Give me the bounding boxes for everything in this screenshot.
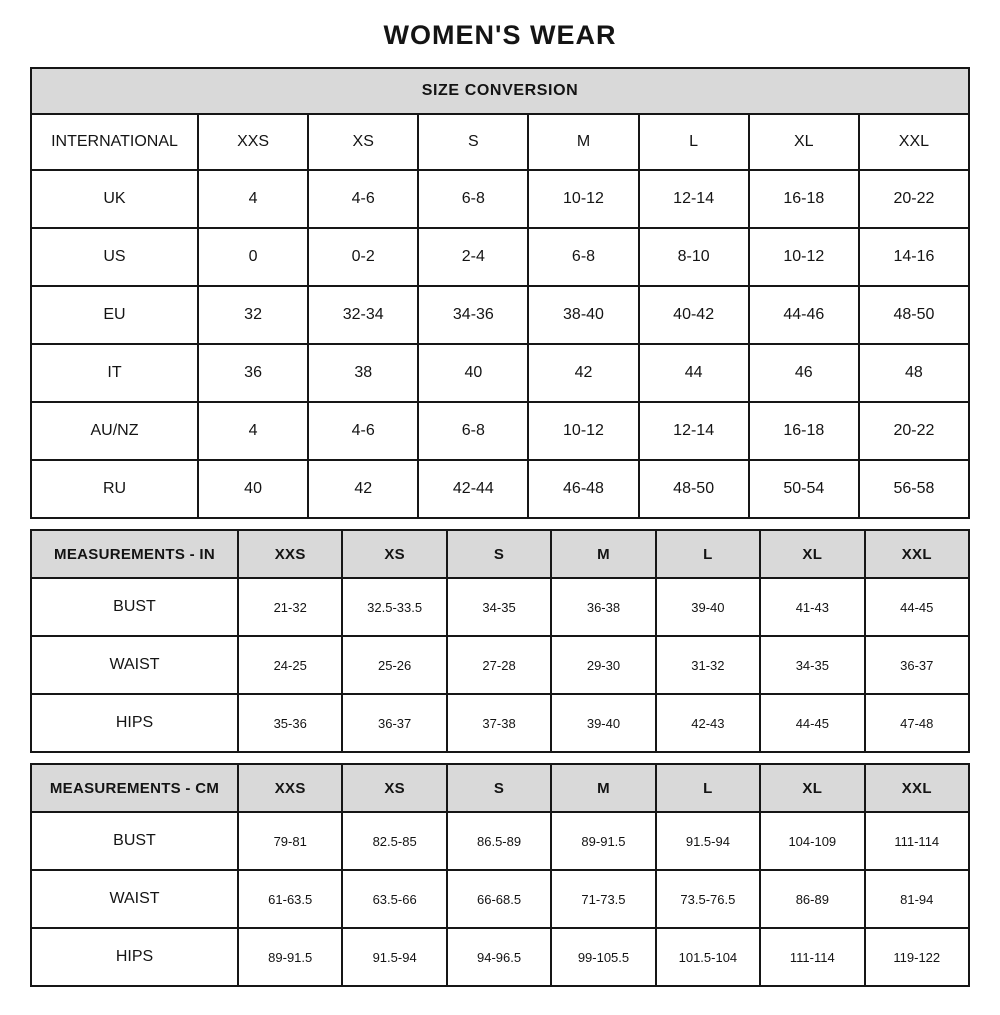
header-size-xl: XL — [760, 530, 864, 578]
table-row — [31, 928, 969, 986]
table-row — [31, 636, 969, 694]
measure-value-cell: 29-30 — [551, 636, 655, 694]
measure-value-cell: 37-38 — [447, 694, 551, 752]
measure-value-cell: 31-32 — [656, 636, 760, 694]
table-row — [31, 460, 969, 518]
measure-value-cell: 39-40 — [551, 694, 655, 752]
measure-value-cell: 32.5-33.5 — [342, 578, 446, 636]
measure-value-cell: 34-35 — [760, 636, 864, 694]
measure-value-cell: 82.5-85 — [342, 812, 446, 870]
table-row — [31, 812, 969, 870]
table-row — [31, 170, 969, 228]
size-value-cell: 2-4 — [418, 228, 528, 286]
size-value-cell: 36 — [198, 344, 308, 402]
size-value-cell: 12-14 — [639, 170, 749, 228]
measurements-cm-table — [30, 763, 970, 987]
size-value-cell: 34-36 — [418, 286, 528, 344]
measure-value-cell: 25-26 — [342, 636, 446, 694]
measure-value-cell: 27-28 — [447, 636, 551, 694]
measure-value-cell: 24-25 — [238, 636, 342, 694]
size-value-cell: 44-46 — [749, 286, 859, 344]
measure-value-cell: 35-36 — [238, 694, 342, 752]
size-value-cell: 4-6 — [308, 402, 418, 460]
size-value-cell: 40-42 — [639, 286, 749, 344]
region-label: EU — [31, 286, 198, 344]
header-size-xxs: XXS — [238, 530, 342, 578]
measure-value-cell: 63.5-66 — [342, 870, 446, 928]
table-header-row — [31, 114, 969, 170]
measure-value-cell: 111-114 — [760, 928, 864, 986]
size-value-cell: 0-2 — [308, 228, 418, 286]
region-label: US — [31, 228, 198, 286]
measure-value-cell: 66-68.5 — [447, 870, 551, 928]
measure-value-cell: 81-94 — [865, 870, 969, 928]
measure-value-cell: 104-109 — [760, 812, 864, 870]
size-value-cell: 50-54 — [749, 460, 859, 518]
size-value-cell: 48-50 — [639, 460, 749, 518]
measurements-in-title: MEASUREMENTS - IN — [31, 530, 238, 578]
size-value-cell: 12-14 — [639, 402, 749, 460]
size-value-cell: 14-16 — [859, 228, 969, 286]
size-value-cell: 20-22 — [859, 402, 969, 460]
size-value-cell: 10-12 — [528, 402, 638, 460]
table-row — [31, 286, 969, 344]
region-label: UK — [31, 170, 198, 228]
header-size-xxs: XXS — [238, 764, 342, 812]
size-value-cell: 56-58 — [859, 460, 969, 518]
size-value-cell: 4 — [198, 402, 308, 460]
measurements-in-table — [30, 529, 970, 753]
measure-value-cell: 36-37 — [342, 694, 446, 752]
header-size-xl: XL — [760, 764, 864, 812]
measure-value-cell: 47-48 — [865, 694, 969, 752]
measure-value-cell: 44-45 — [760, 694, 864, 752]
header-size-xs: XS — [342, 764, 446, 812]
header-size-xxs: XXS — [198, 114, 308, 170]
header-size-xs: XS — [308, 114, 418, 170]
size-value-cell: 42-44 — [418, 460, 528, 518]
size-value-cell: 20-22 — [859, 170, 969, 228]
header-size-m: M — [528, 114, 638, 170]
measure-value-cell: 41-43 — [760, 578, 864, 636]
measure-value-cell: 99-105.5 — [551, 928, 655, 986]
size-conversion-table — [30, 67, 970, 519]
size-value-cell: 48-50 — [859, 286, 969, 344]
table-row — [31, 344, 969, 402]
header-size-l: L — [656, 530, 760, 578]
header-size-m: M — [551, 764, 655, 812]
measure-value-cell: 89-91.5 — [551, 812, 655, 870]
table-row — [31, 402, 969, 460]
size-value-cell: 4 — [198, 170, 308, 228]
size-value-cell: 6-8 — [528, 228, 638, 286]
size-value-cell: 10-12 — [749, 228, 859, 286]
size-value-cell: 38-40 — [528, 286, 638, 344]
table-row — [31, 578, 969, 636]
header-size-s: S — [418, 114, 528, 170]
table-row — [31, 870, 969, 928]
measure-value-cell: 39-40 — [656, 578, 760, 636]
size-value-cell: 6-8 — [418, 402, 528, 460]
measure-value-cell: 111-114 — [865, 812, 969, 870]
size-value-cell: 32-34 — [308, 286, 418, 344]
measure-value-cell: 71-73.5 — [551, 870, 655, 928]
size-value-cell: 42 — [308, 460, 418, 518]
size-value-cell: 40 — [198, 460, 308, 518]
size-value-cell: 10-12 — [528, 170, 638, 228]
measure-value-cell: 36-37 — [865, 636, 969, 694]
header-size-xxl: XXL — [865, 530, 969, 578]
table-row — [31, 228, 969, 286]
measure-value-cell: 89-91.5 — [238, 928, 342, 986]
header-size-m: M — [551, 530, 655, 578]
size-value-cell: 32 — [198, 286, 308, 344]
size-value-cell: 48 — [859, 344, 969, 402]
header-size-xxl: XXL — [865, 764, 969, 812]
header-size-xl: XL — [749, 114, 859, 170]
size-value-cell: 38 — [308, 344, 418, 402]
size-value-cell: 8-10 — [639, 228, 749, 286]
measure-value-cell: 36-38 — [551, 578, 655, 636]
measure-label: HIPS — [31, 694, 238, 752]
region-label: IT — [31, 344, 198, 402]
measure-value-cell: 61-63.5 — [238, 870, 342, 928]
measure-label: BUST — [31, 578, 238, 636]
measure-value-cell: 44-45 — [865, 578, 969, 636]
header-size-xs: XS — [342, 530, 446, 578]
header-international: INTERNATIONAL — [31, 114, 198, 170]
size-value-cell: 46 — [749, 344, 859, 402]
size-value-cell: 4-6 — [308, 170, 418, 228]
size-value-cell: 16-18 — [749, 170, 859, 228]
measurements-cm-title: MEASUREMENTS - CM — [31, 764, 238, 812]
measure-label: BUST — [31, 812, 238, 870]
region-label: RU — [31, 460, 198, 518]
measure-value-cell: 34-35 — [447, 578, 551, 636]
measure-label: HIPS — [31, 928, 238, 986]
header-size-xxl: XXL — [859, 114, 969, 170]
header-size-s: S — [447, 764, 551, 812]
table-header-row — [31, 530, 969, 578]
size-value-cell: 40 — [418, 344, 528, 402]
region-label: AU/NZ — [31, 402, 198, 460]
page-title: WOMEN'S WEAR — [383, 20, 617, 50]
measure-value-cell: 94-96.5 — [447, 928, 551, 986]
size-conversion-title: SIZE CONVERSION — [31, 68, 969, 114]
measure-value-cell: 101.5-104 — [656, 928, 760, 986]
header-size-l: L — [656, 764, 760, 812]
table-header-row — [31, 764, 969, 812]
measure-value-cell: 119-122 — [865, 928, 969, 986]
size-value-cell: 6-8 — [418, 170, 528, 228]
measure-value-cell: 42-43 — [656, 694, 760, 752]
table-row — [31, 694, 969, 752]
measure-label: WAIST — [31, 636, 238, 694]
measure-value-cell: 73.5-76.5 — [656, 870, 760, 928]
table-title-row — [31, 68, 969, 114]
measure-value-cell: 91.5-94 — [342, 928, 446, 986]
size-value-cell: 44 — [639, 344, 749, 402]
size-value-cell: 42 — [528, 344, 638, 402]
size-value-cell: 16-18 — [749, 402, 859, 460]
measure-value-cell: 86.5-89 — [447, 812, 551, 870]
size-value-cell: 0 — [198, 228, 308, 286]
header-size-l: L — [639, 114, 749, 170]
measure-value-cell: 79-81 — [238, 812, 342, 870]
measure-label: WAIST — [31, 870, 238, 928]
header-size-s: S — [447, 530, 551, 578]
size-value-cell: 46-48 — [528, 460, 638, 518]
measure-value-cell: 91.5-94 — [656, 812, 760, 870]
measure-value-cell: 21-32 — [238, 578, 342, 636]
measure-value-cell: 86-89 — [760, 870, 864, 928]
